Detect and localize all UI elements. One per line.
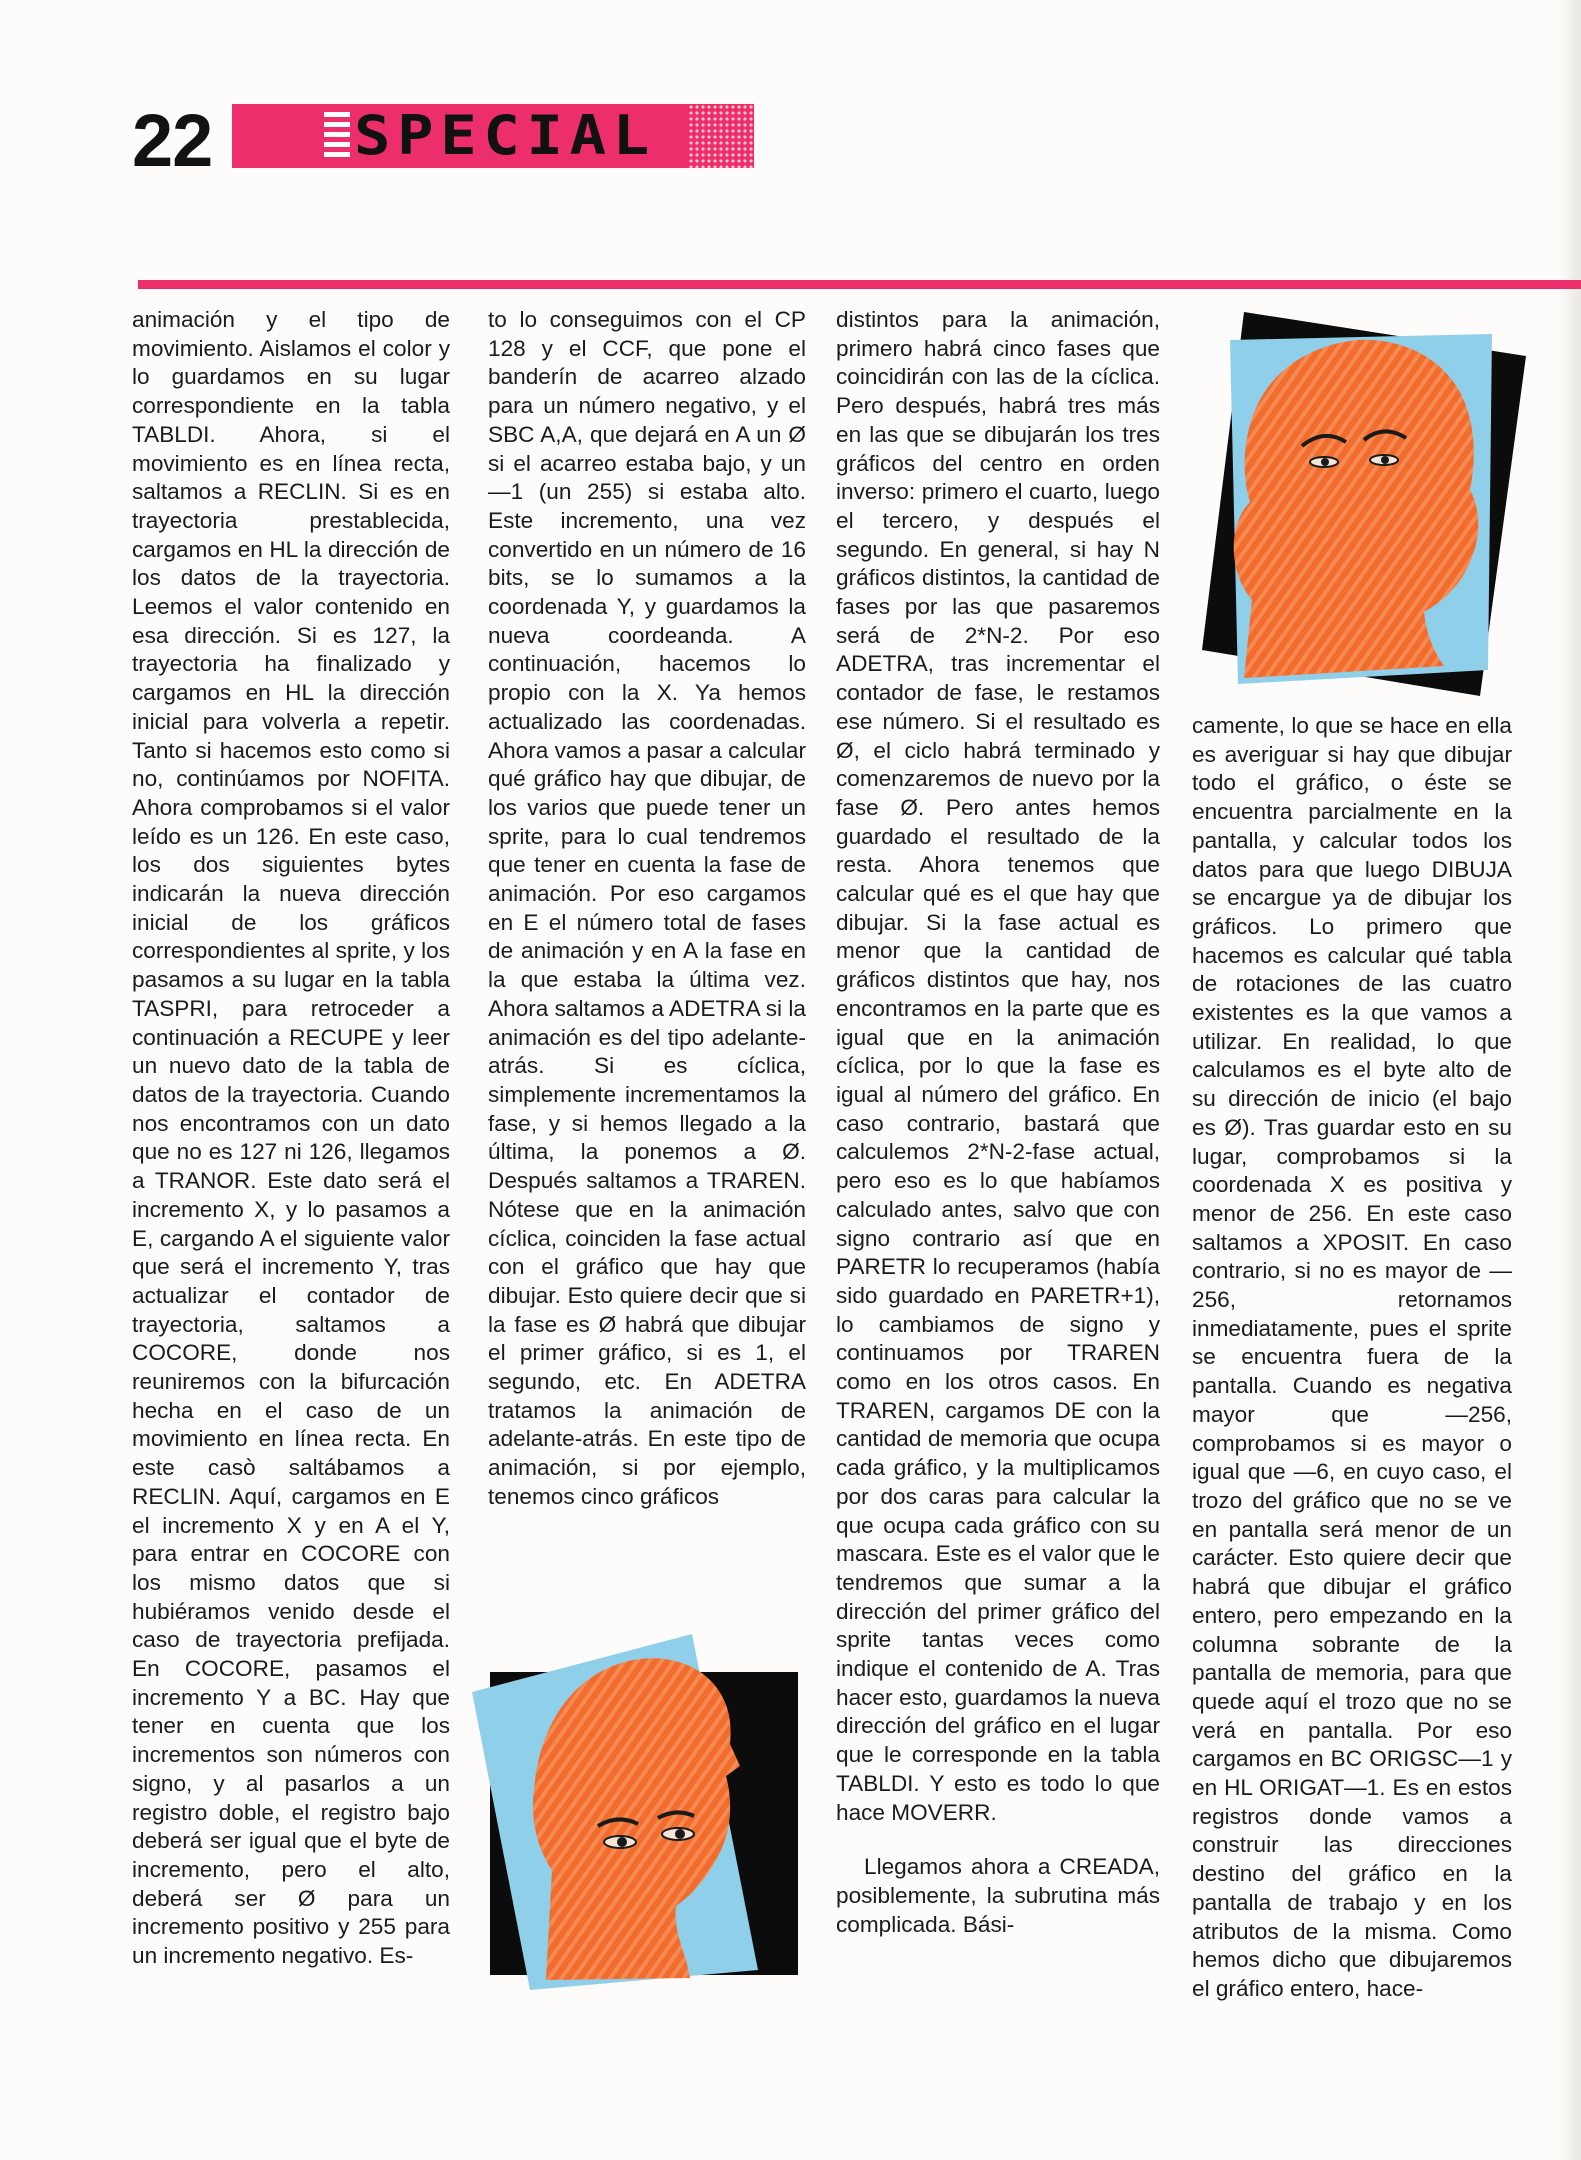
article-column-1 xyxy=(132,306,450,1971)
section-title: SPECIAL xyxy=(354,104,656,167)
section-masthead xyxy=(232,104,754,168)
column-4-paragraph: camente, lo que se hace en ella es averiguar si hay que dibujar todo el gráfico, o éste se encuentra parcialmente en la pantalla, y calcular todos los datos para que luego DIBUJA se encargue ya de dibujar los gráficos. Lo primero que hacemos es calcular qué tabla de rotaciones de las cuatro existentes es la que vamos a utilizar. En realidad, lo que calculamos es el byte alto de su dirección de inicio (el bajo es Ø). Tras guardar esto en su lugar, comprobamos si la coordenada X es positiva y menor de 256. En este caso saltamos a XPOSIT. En caso contrario, si no es mayor de —256, retornamos inmediatamente, pues el sprite se encuentra fuera de la pantalla. Cuando es negativa mayor que —256, comprobamos si es mayor o igual que —6, en cuyo caso, el trozo del gráfico que no se ve en pantalla será menor de un carácter. Esto quiere decir que habrá que dibujar el gráfico entero, pero empezando en la columna sobrante de la pantalla de memoria, para que quede aquí el trozo que no se verá en pantalla. Por eso cargamos en BC ORIGSC—1 y en HL ORIGAT—1. Es en estos registros donde vamos a construir las direcciones destino del gráfico en la pantalla de trabajo y en los atributos de la misma. Como hemos dicho que dibujaremos el gráfico entero, hace- xyxy=(1192,713,1512,2001)
article-column-3 xyxy=(836,306,1160,1939)
page-edge-shadow xyxy=(1559,0,1581,2160)
page-number: 22 xyxy=(132,99,213,182)
article-column-4 xyxy=(1192,712,1512,2004)
masthead-dot-pattern xyxy=(688,104,754,168)
masthead-stripe-e-icon xyxy=(324,112,350,160)
column-3-paragraph-1: distintos para la animación, primero habrá cinco fases que coincidirán con las de la cíclica. Pero después, habrá tres más en las que se dibujarán los tres gráficos del centro en orden inverso: primero el cuarto, luego el tercero, y después el segundo. En general, si hay N gráficos distintos, la cantidad de fases por las que pasaremos será de 2*N-2. Por eso ADETRA, tras incrementar el contador de fase, le restamos ese número. Si el resultado es Ø, el ciclo habrá terminado y comenzaremos de nuevo por la fase Ø. Pero antes hemos guardado el resultado de la resta. Ahora tenemos que calcular qué es el que hay que dibujar. Si la fase actual es menor que la cantidad de gráficos distintos que hay, nos encontramos en la parte que es igual que en la animación cíclica, por lo que la fase es igual al número del gráfico. En caso contrario, bastará que calculemos 2*N-2-fase actual, pero eso es lo que habíamos calculado antes, salvo que con signo contrario así que en PARETR lo recuperamos (había sido guardado en PARETR+1), lo cambiamos de signo y continuamos por TRAREN como en los otros casos. En TRAREN, cargamos DE con la cantidad de memoria que ocupa cada gráfico, y la multiplicamos por dos caras para calcular la que ocupa cada gráfico con su mascara. Este es el valor que le tendremos que sumar a la dirección del primer gráfico del sprite tantas veces como indique el contenido de A. Tras hacer esto, guardamos la nueva dirección del gráfico en el lugar que le corresponde en la tabla TABLDI. Y esto es todo lo que hace MOVERR. xyxy=(836,307,1160,1825)
header-rule xyxy=(138,280,1581,289)
column-2-paragraph: to lo conseguimos con el CP 128 y el CCF, que pone el banderín de acarreo alzado para un número negativo, y el SBC A,A, que dejará en A un Ø si el acarreo estaba bajo, y un —1 (un 255) si estaba alto. Este incremento, una vez convertido en un número de 16 bits, se lo sumamos a la coordenada Y, y guardamos la nueva coordeanda. A continuación, hacemos lo propio con la X. Ya hemos actualizado las coordenadas. Ahora vamos a pasar a calcular qué gráfico hay que dibujar, de los varios que puede tener un sprite, para lo cual tendremos que tener en cuenta la fase de animación. Por eso cargamos en E el número total de fases de animación y en A la fase en la que estaba la última vez. Ahora saltamos a ADETRA si la animación es del tipo adelante-atrás. Si es cíclica, simplemente incrementamos la fase, y si hemos llegado a la última, la ponemos a Ø. Después saltamos a TRAREN. Nótese que en la animación cíclica, coinciden la fase actual con el gráfico que hay que dibujar. Esto quiere decir que si la fase es Ø habrá que dibujar el primer gráfico, si es 1, el segundo, etc. En ADETRA tratamos la animación de adelante-atrás. En este tipo de animación, si por ejemplo, tenemos cinco gráficos xyxy=(488,307,806,1509)
column-3-paragraph-2: Llegamos ahora a CREADA, posiblemente, la subrutina más complicada. Bási- xyxy=(836,1854,1160,1937)
column-1-paragraph: animación y el tipo de movimiento. Aislamos el color y lo guardamos en su lugar correspondiente en la tabla TABLDI. Ahora, si el movimiento es en línea recta, saltamos a RECLIN. Si es en trayectoria prestablecida, cargamos en HL la dirección de los datos de la trayectoria. Leemos el valor contenido en esa dirección. Si es 127, la trayectoria ha finalizado y cargamos en HL la dirección inicial para volverla a repetir. Tanto si hacemos esto como si no, continúamos por NOFITA. Ahora comprobamos si el valor leído es un 126. En este caso, los dos siguientes bytes indicarán la nueva dirección inicial de los gráficos correspondientes al sprite, y los pasamos a su lugar en la tabla TASPRI, para retroceder a continuación a RECUPE y leer un nuevo dato de la tabla de datos de la trayectoria. Cuando nos encontramos con un dato que no es 127 ni 126, llegamos a TRANOR. Este dato será el incremento X, y lo pasamos a E, cargando A el siguiente valor que será el incremento Y, tras actualizar el contador de trayectoria, saltamos a COCORE, donde nos reuniremos con la bifurcación hecha en el caso de un movimiento en línea recta. En este casò saltábamos a RECLIN. Aquí, cargamos en E el incremento X y en A el Y, para entrar en COCORE con los mismo datos que si hubiéramos venido desde el caso de trayectoria prefijada. En COCORE, pasamos el incremento Y a BC. Hay que tener en cuenta que los incrementos son números con signo, y al pasarlos a un registro doble, el registro bajo deberá ser igual que el byte de incremento, pero el alto, deberá ser Ø para un incremento positivo y 255 para un incremento negativo. Es- xyxy=(132,307,450,1969)
article-column-2 xyxy=(488,306,806,1512)
face-illustration-upper xyxy=(1186,300,1532,708)
face-illustration-lower xyxy=(468,1620,814,1990)
